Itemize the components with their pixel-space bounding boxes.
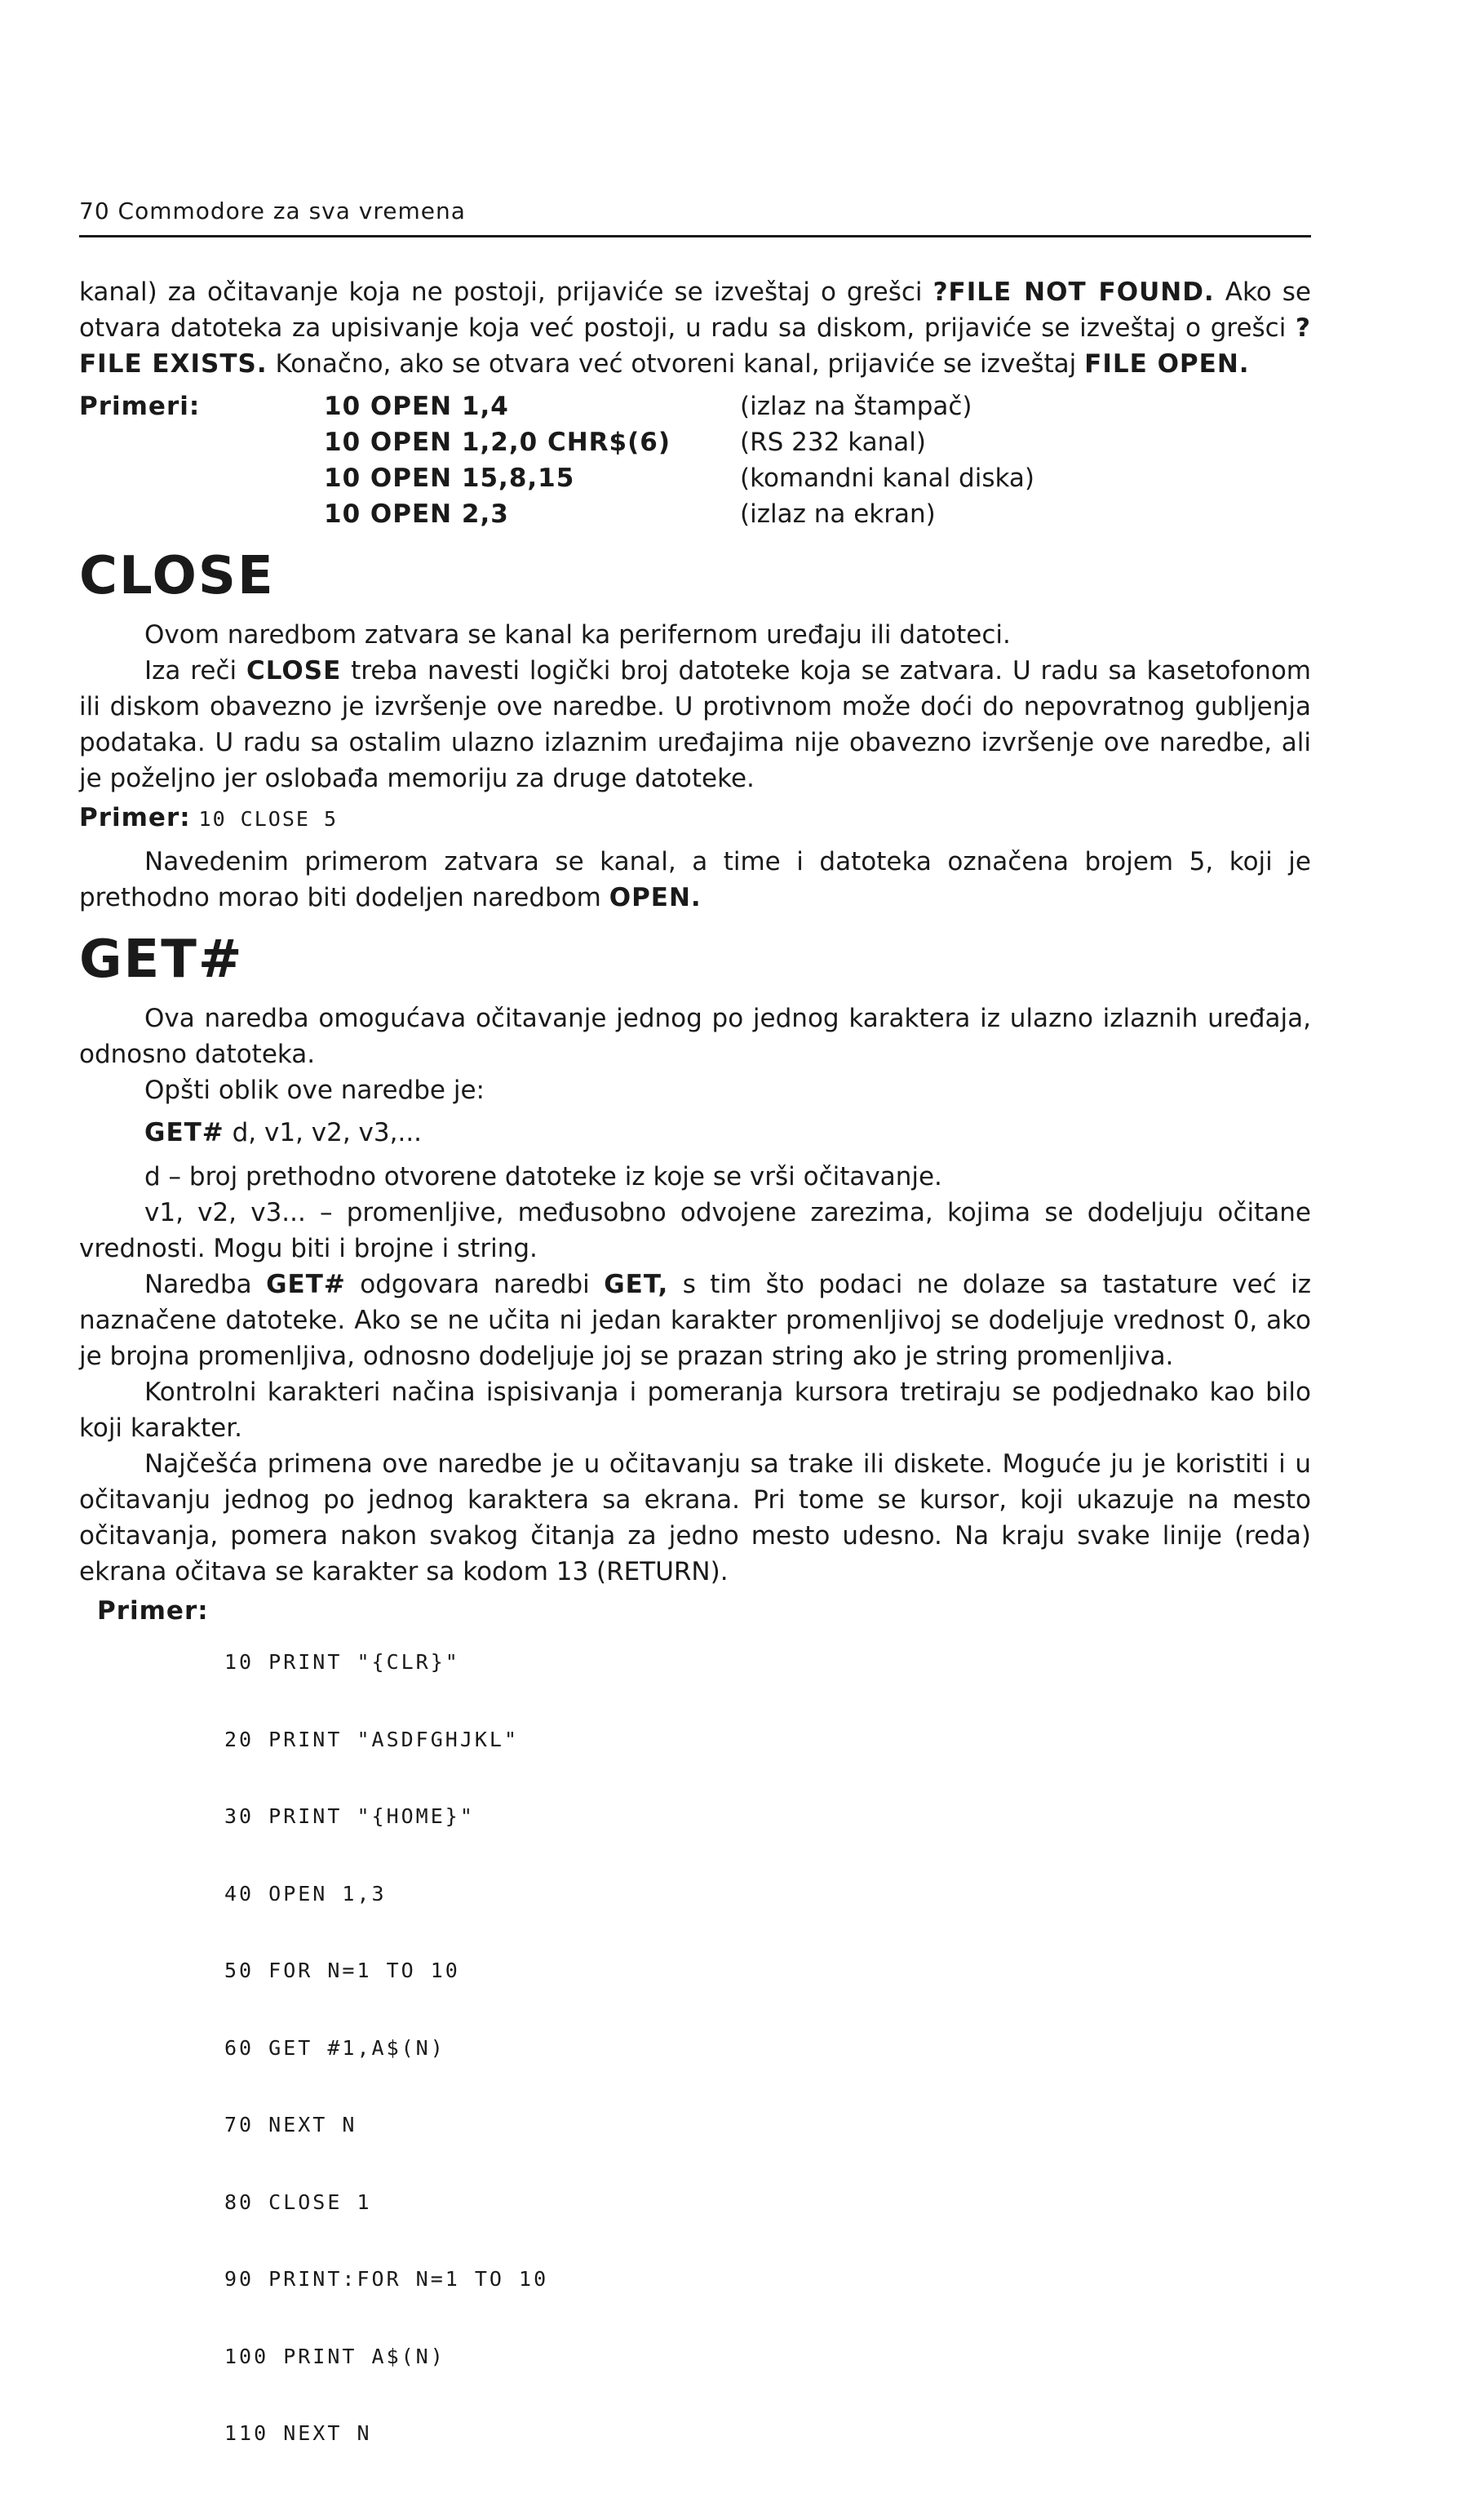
running-head: 70 Commodore za sva vremena (79, 197, 466, 224)
code-line: 110 NEXT N (224, 2421, 372, 2445)
get-paragraph-6: Kontrolni karakteri načina ispisivanja i pomeranja kursora tretiraju se podjednako kao bilo koji karakter. (79, 1378, 1311, 1443)
error-file-exists: ?FILE EXISTS. (79, 313, 1311, 379)
example-code: 10 OPEN 1,2,0 CHR$(6) (324, 428, 671, 457)
close-primer (79, 800, 1311, 837)
get-paragraph-2: Opšti oblik ove naredbe je: (144, 1076, 485, 1105)
code-line: 20 PRINT "ASDFGHJKL" (224, 1727, 520, 1751)
code-line: 40 OPEN 1,3 (224, 1881, 387, 1906)
code-line: 70 NEXT N (224, 2113, 357, 2136)
examples-label: Primeri: (79, 392, 201, 421)
example-comment: (izlaz na štampač) (740, 392, 972, 421)
code-line: 80 CLOSE 1 (224, 2190, 372, 2214)
syntax-keyword: GET# (144, 1118, 224, 1147)
error-file-not-found: ?FILE NOT FOUND. (932, 277, 1215, 307)
get-syntax (144, 1115, 1311, 1151)
example-comment: (komandni kanal diska) (740, 464, 1034, 493)
close-paragraph-1: Ovom naredbom zatvara se kanal ka perifernom uređaju ili datoteci. (144, 620, 1011, 650)
close-heading: CLOSE (79, 546, 275, 606)
get-paragraph-3: d – broj prethodno otvorene datoteke iz koje se vrši očitavanje. (144, 1162, 942, 1191)
example-comment: (RS 232 kanal) (740, 428, 926, 457)
code-line: 10 PRINT "{CLR}" (224, 1650, 460, 1674)
open-examples (79, 388, 1311, 532)
get-heading: GET# (79, 930, 244, 990)
get-paragraph-5: Naredba GET# odgovara naredbi GET, s tim što podaci ne dolaze sa tastature već iz naznačene datoteke. Ako se ne učita ni jedan karakter promenljivoj se dodeljuje vrednost 0, ako je brojna promenljiva, odnosno dodeljuje joj se prazan string ako je string promenljiva. (79, 1270, 1312, 1371)
page-content (79, 274, 1311, 2498)
keyword-close: CLOSE (246, 656, 342, 686)
get-primer (79, 1598, 1311, 2498)
primer-label: Primer: (97, 1596, 209, 1626)
header-rule (79, 235, 1311, 237)
close-paragraph-2: Iza reči CLOSE treba navesti logički broj datoteke koja se zatvara. U radu sa kasetofonom ili diskom obavezno je izvršenje ove naredbe. U protivnom može doći do nepovratnog gubljenja podataka. U radu sa ostalim ulazno izlaznim uređajima nije obavezno izvršenje ove naredbe, ali je poželjno jer oslobađa memoriju za druge datoteke. (79, 656, 1311, 793)
code-line: 50 FOR N=1 TO 10 (224, 1959, 460, 1982)
keyword-get-hash: GET# (266, 1270, 346, 1299)
example-code: 10 OPEN 15,8,15 (324, 464, 575, 493)
primer-code: 10 CLOSE 5 (198, 807, 339, 831)
code-line: 30 PRINT "{HOME}" (224, 1804, 475, 1828)
keyword-open: OPEN. (609, 883, 702, 912)
get-paragraph-7: Najčešća primena ove naredbe je u očitavanju sa trake ili diskete. Moguće ju je koristiti i u očitavanju jednog po jednog karaktera sa ekrana. Pri tome se kursor, koji ukazuje na mesto očitavanja, pomera nakon svakog čitanja za jedno mesto udesno. Na kraju svake linije (reda) ekrana očitava se karakter sa kodom 13 (RETURN). (79, 1449, 1311, 1586)
code-line: 60 GET #1,A$(N) (224, 2035, 445, 2060)
code-line: 100 PRINT A$(N) (224, 2344, 445, 2368)
primer-label: Primer: (79, 803, 191, 832)
example-code: 10 OPEN 2,3 (324, 499, 509, 529)
get-paragraph-1: Ova naredba omogućava očitavanje jednog po jednog karaktera iz ulazno izlaznih uređaja, odnosno datoteka. (79, 1004, 1311, 1069)
code-line: 90 PRINT:FOR N=1 TO 10 (224, 2267, 549, 2291)
syntax-args: d, v1, v2, v3,... (224, 1118, 423, 1147)
error-file-open: FILE OPEN. (1084, 349, 1250, 379)
close-paragraph-3: Navedenim primerom zatvara se kanal, a time i datoteka označena brojem 5, koji je prethodno morao biti dodeljen naredbom OPEN. (79, 847, 1311, 912)
example-comment: (izlaz na ekran) (740, 499, 936, 529)
keyword-get: GET, (604, 1270, 669, 1299)
open-continuation-paragraph: kanal) za očitavanje koja ne postoji, prijaviće se izveštaj o grešci ?FILE NOT FOUND. Ako se otvara datoteka za upisivanje koja već postoji, u radu sa diskom, prijaviće se izveštaj o grešci ?FILE EXISTS. Konačno, ako se otvara već otvoreni kanal, prijaviće se izveštaj FILE OPEN. (79, 277, 1311, 379)
example-code: 10 OPEN 1,4 (324, 392, 509, 421)
code-listing (224, 1598, 548, 2498)
get-paragraph-4: v1, v2, v3... – promenljive, međusobno odvojene zarezima, kojima se dodeljuju očitane vrednosti. Mogu biti i brojne i string. (79, 1198, 1311, 1263)
